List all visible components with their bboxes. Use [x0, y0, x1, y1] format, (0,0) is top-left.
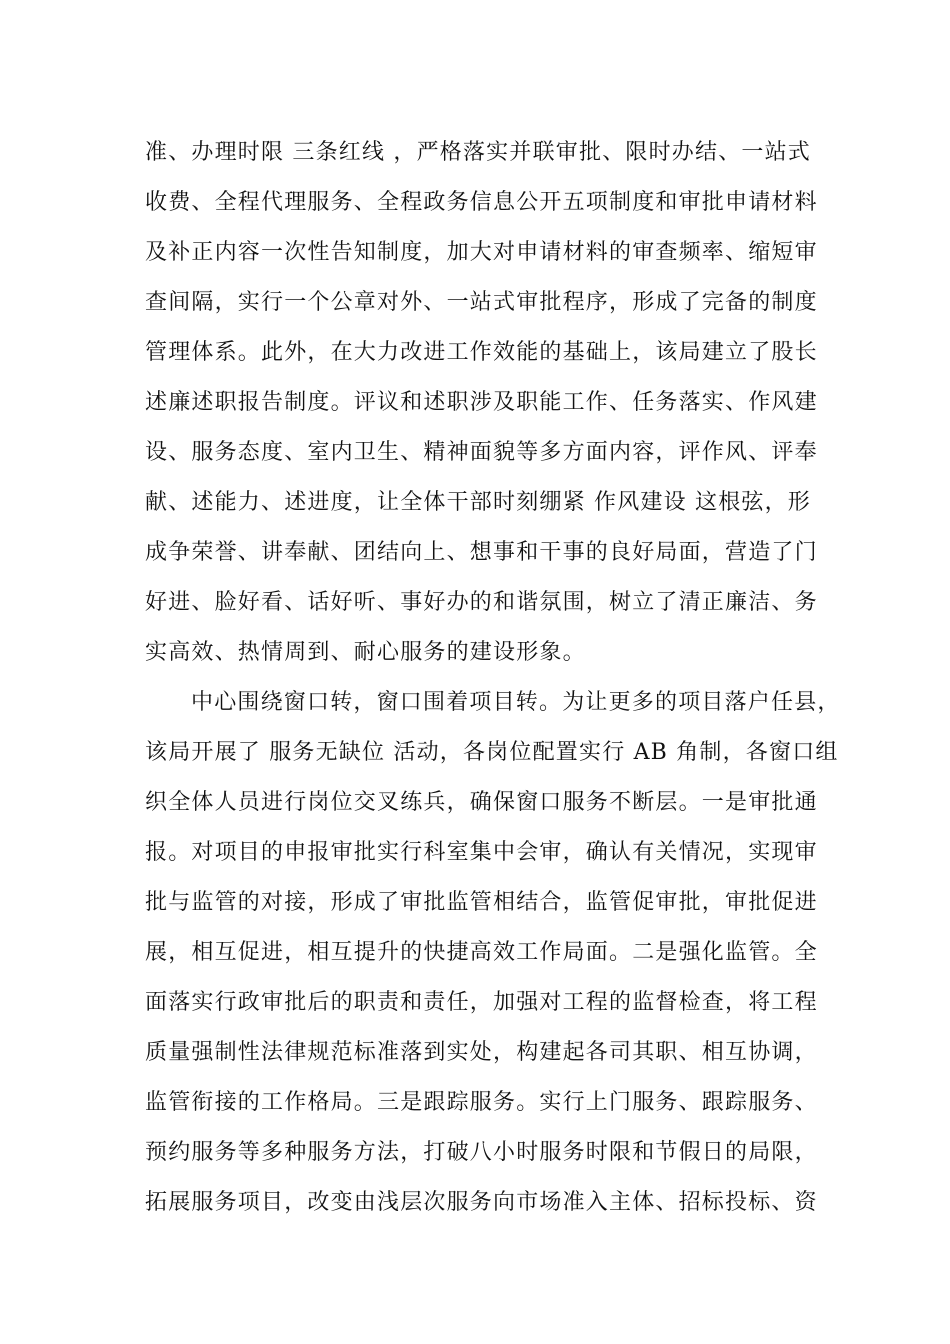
text-line: 好进、脸好看、话好听、事好办的和谐氛围，树立了清正廉洁、务 [145, 590, 818, 615]
text-line: 献、述能力、述进度，让全体干部时刻绷紧 作风建设 这根弦，形 [145, 490, 811, 515]
text-line: 质量强制性法律规范标准落到实处，构建起各司其职、相互协调， [145, 1040, 818, 1065]
text-line: 查间隔，实行一个公章对外、一站式审批程序，形成了完备的制度 [145, 290, 818, 315]
text-line: 成争荣誉、讲奉献、团结向上、想事和干事的良好局面，营造了门 [145, 540, 818, 565]
text-line: 报。对项目的申报审批实行科室集中会审，确认有关情况，实现审 [145, 840, 818, 865]
text-line: 收费、全程代理服务、全程政务信息公开五项制度和审批申请材料 [145, 190, 818, 215]
text-line: 面落实行政审批后的职责和责任，加强对工程的监督检查，将工程 [145, 990, 818, 1015]
text-line: 准、办理时限 三条红线 ，严格落实并联审批、限时办结、一站式 [145, 140, 811, 165]
text-line: 实高效、热情周到、耐心服务的建设形象。 [145, 640, 586, 665]
text-line: 管理体系。此外，在大力改进工作效能的基础上，该局建立了股长 [145, 340, 818, 365]
text-line: 预约服务等多种服务方法，打破八小时服务时限和节假日的局限， [145, 1140, 818, 1165]
text-line: 及补正内容一次性告知制度，加大对申请材料的审查频率、缩短审 [145, 240, 818, 265]
text-line: 展，相互促进，相互提升的快捷高效工作局面。二是强化监管。全 [145, 940, 818, 965]
text-line: 批与监管的对接，形成了审批监管相结合，监管促审批，审批促进 [145, 890, 818, 915]
text-line: 述廉述职报告制度。评议和述职涉及职能工作、任务落实、作风建 [145, 390, 818, 415]
text-line: 织全体人员进行岗位交叉练兵，确保窗口服务不断层。一是审批通 [145, 790, 818, 815]
text-line: 监管衔接的工作格局。三是跟踪服务。实行上门服务、跟踪服务、 [145, 1090, 818, 1115]
text-line: 拓展服务项目，改变由浅层次服务向市场准入主体、招标投标、资 [145, 1190, 818, 1215]
text-line: 中心围绕窗口转，窗口围着项目转。为让更多的项目落户任县， [191, 690, 841, 715]
text-line: 该局开展了 服务无缺位 活动，各岗位配置实行 AB 角制，各窗口组 [145, 740, 839, 765]
text-line: 设、服务态度、室内卫生、精神面貌等多方面内容，评作风、评奉 [145, 440, 818, 465]
